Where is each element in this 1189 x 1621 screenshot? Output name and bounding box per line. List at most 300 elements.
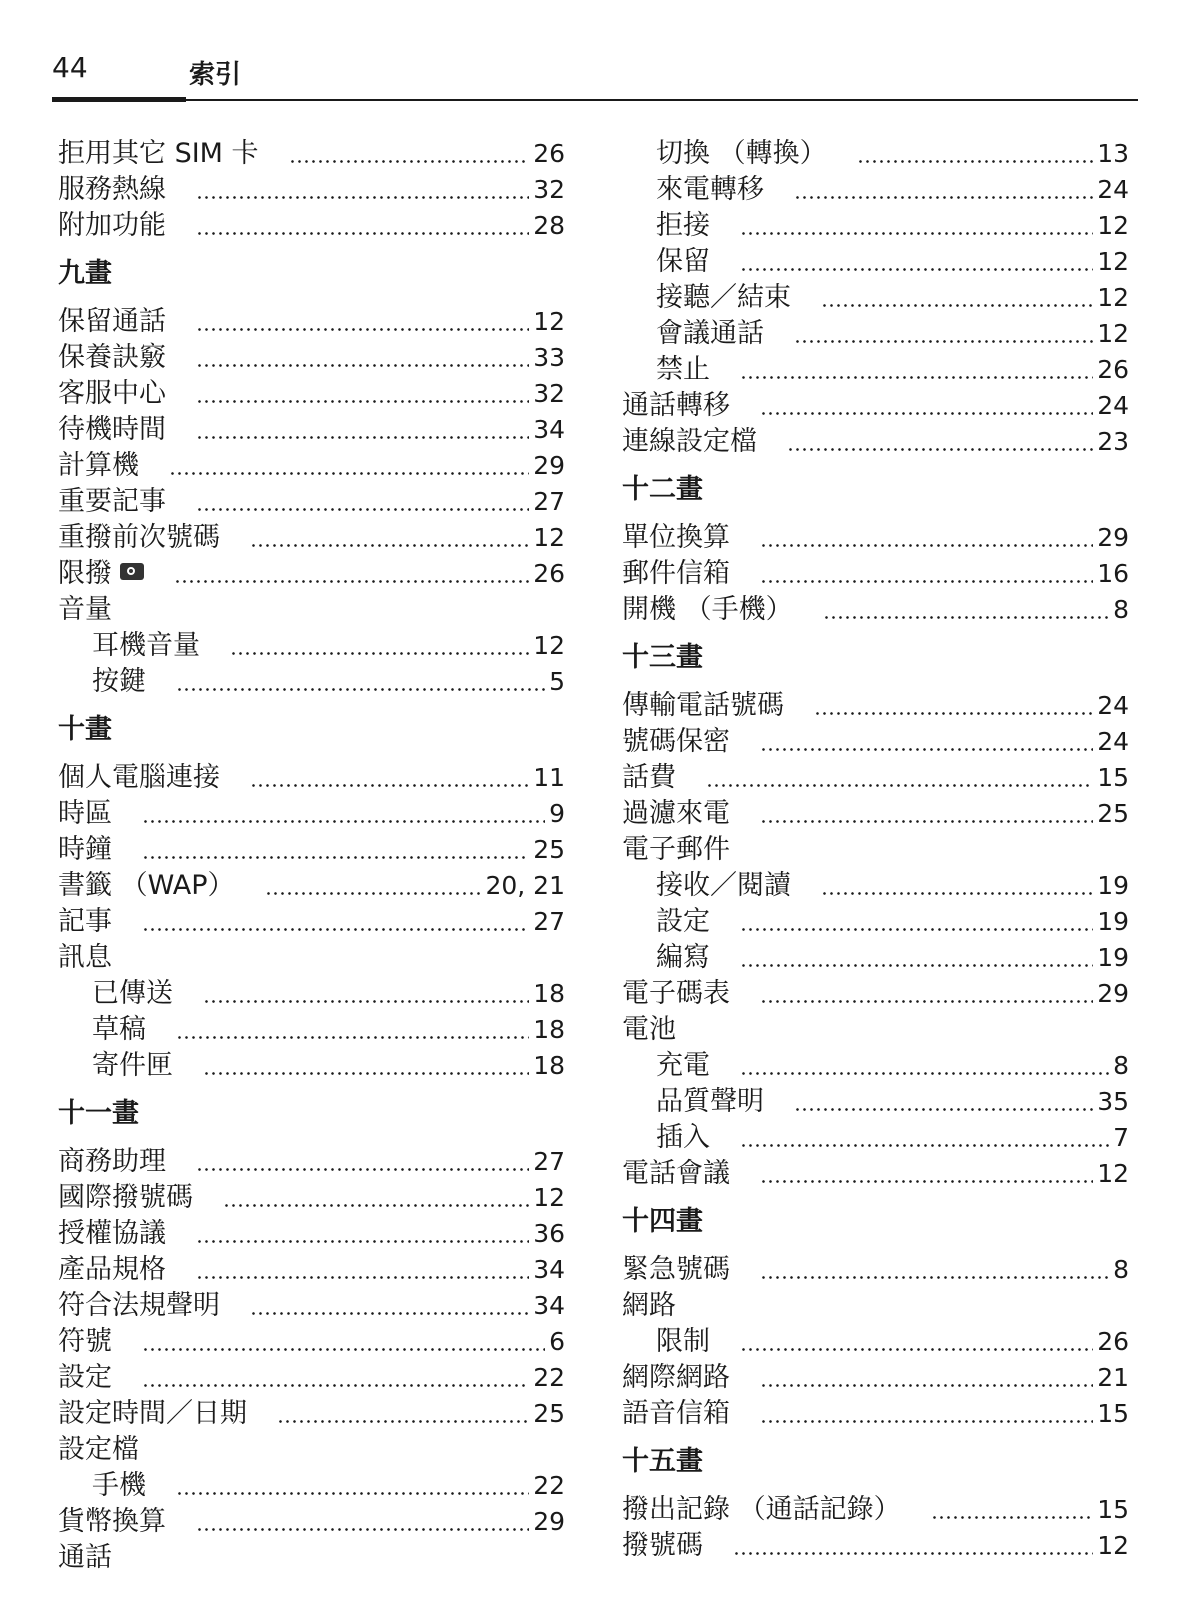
index-term-text: 禁止 [656,354,710,385]
index-term-text: 網路 [622,1290,676,1321]
page-reference: 19 [1097,871,1129,900]
index-term-text: 手機 [92,1470,146,1501]
index-term [58,376,196,412]
page-reference: 34 [533,1255,565,1284]
page-reference: 27 [533,1147,565,1176]
index-term-text: 設定時間／日期 [58,1398,247,1429]
dot-leader [794,340,1093,343]
index-term [58,1504,196,1540]
index-entry [58,868,565,904]
page-reference: 18 [533,1015,565,1044]
index-entry [58,1324,565,1360]
dot-leader [196,1240,529,1243]
page-reference: 29 [1097,979,1129,1008]
dot-leader [794,1108,1093,1111]
page-reference: 22 [533,1471,565,1500]
index-term [622,388,760,424]
index-term [622,724,760,760]
index-term [622,1156,760,1192]
page-reference: 32 [533,175,565,204]
dot-leader [196,400,529,403]
index-term [656,904,740,940]
index-entry [58,412,565,448]
index-entry [622,388,1129,424]
page-reference: 5 [549,667,565,696]
index-term-text: 話費 [622,762,676,793]
index-term-text: 客服中心 [58,378,166,409]
dot-leader [176,1492,529,1495]
page-reference: 29 [533,451,565,480]
stroke-count-heading: 十四畫 [622,1206,703,1237]
index-entry [622,1156,1129,1192]
index-term [622,832,730,868]
index-entry [622,976,1129,1012]
page-reference: 12 [533,631,565,660]
index-entry [58,520,565,556]
index-term-text: 限制 [656,1326,710,1357]
index-term [58,1396,277,1432]
index-entry [622,1252,1129,1288]
index-term-text: 符號 [58,1326,112,1357]
dot-leader [760,544,1093,547]
page-reference: 12 [1097,247,1129,276]
index-term-text: 時鐘 [58,834,112,865]
page-reference: 7 [1113,1123,1129,1152]
index-term [656,940,740,976]
index-term-text: 號碼保密 [622,726,730,757]
index-term-text: 保留通話 [58,306,166,337]
index-term-text: 寄件匣 [92,1050,173,1081]
page-reference: 33 [533,343,565,372]
index-term [622,976,760,1012]
page-reference: 12 [1097,283,1129,312]
dot-leader [169,472,529,475]
dot-leader [196,1528,529,1531]
dot-leader [760,580,1093,583]
dot-leader [740,1144,1109,1147]
index-term-text: 傳輸電話號碼 [622,690,784,721]
index-column-right [622,136,1129,1564]
index-term [656,1324,740,1360]
dot-leader [814,712,1093,715]
dot-leader [740,1348,1093,1351]
index-term [58,1540,112,1576]
index-subentry [58,1468,565,1504]
page-reference: 20, 21 [485,871,565,900]
index-term [92,1048,203,1084]
dot-leader [760,412,1093,415]
page-reference: 12 [533,1183,565,1212]
dot-leader [142,856,529,859]
index-term-text: 耳機音量 [92,630,200,661]
dot-leader [142,928,529,931]
dot-leader [142,1348,545,1351]
index-term [656,868,821,904]
index-term-text: 編寫 [656,942,710,973]
page-reference: 35 [1097,1087,1129,1116]
index-term [656,1084,794,1120]
index-term [92,1468,176,1504]
index-term-text: 重撥前次號碼 [58,522,220,553]
index-term-text: 重要記事 [58,486,166,517]
header-rule-thin [186,99,1138,101]
index-term [92,1012,176,1048]
index-term [656,208,740,244]
index-subentry [622,940,1129,976]
dot-leader [931,1516,1094,1519]
index-entry [58,1180,565,1216]
index-term [58,304,196,340]
page-reference: 9 [549,799,565,828]
index-term [622,1288,676,1324]
index-term-text: 草稿 [92,1014,146,1045]
page-reference: 29 [533,1507,565,1536]
index-entry [622,832,1129,868]
index-entry [58,904,565,940]
dot-leader [740,376,1093,379]
index-term-text: 拒用其它 SIM 卡 [58,138,259,169]
index-term-text: 保養訣竅 [58,342,166,373]
dot-leader [250,784,529,787]
index-entry [58,832,565,868]
page-reference: 8 [1113,595,1129,624]
index-term-text: 按鍵 [92,666,146,697]
page-reference: 25 [533,1399,565,1428]
index-entry [622,724,1129,760]
index-subentry [622,280,1129,316]
index-term [58,1252,196,1288]
index-term [58,556,174,592]
page-reference: 16 [1097,559,1129,588]
index-term-text: 通話 [58,1542,112,1573]
dot-leader [250,1312,529,1315]
index-entry [622,424,1129,460]
page-reference: 18 [533,979,565,1008]
dot-leader [196,328,529,331]
page-reference: 25 [533,835,565,864]
index-term-text: 保留 [656,246,710,277]
dot-leader [196,1168,529,1171]
dot-leader [740,1072,1109,1075]
index-term [656,1120,740,1156]
index-term-text: 訊息 [58,942,112,973]
index-entry [58,172,565,208]
page-reference: 12 [1097,319,1129,348]
restrict-dial-icon [120,563,144,580]
index-term-text: 記事 [58,906,112,937]
index-term-text: 接收／閱讀 [656,870,791,901]
index-term-text: 開機 （手機） [622,594,793,625]
index-term [58,484,196,520]
index-term [58,520,250,556]
index-term-text: 個人電腦連接 [58,762,220,793]
dot-leader [196,1276,529,1279]
index-entry [58,1360,565,1396]
index-entry [622,688,1129,724]
index-term-text: 待機時間 [58,414,166,445]
index-entry [58,760,565,796]
index-term-text: 過濾來電 [622,798,730,829]
dot-leader [196,196,529,199]
index-term-text: 插入 [656,1122,710,1153]
index-term [58,172,196,208]
dot-leader [250,544,529,547]
page-reference: 12 [1097,211,1129,240]
dot-leader [740,928,1093,931]
index-term [58,1288,250,1324]
page-number: 44 [52,51,88,84]
page-reference: 15 [1097,763,1129,792]
index-term [622,520,760,556]
dot-leader [857,160,1094,163]
index-term-text: 品質聲明 [656,1086,764,1117]
index-term [656,244,740,280]
dot-leader [196,364,529,367]
page-header [52,48,1138,104]
index-term [92,628,230,664]
index-entry [622,1492,1129,1528]
index-term [58,1432,139,1468]
index-subentry [622,868,1129,904]
page-reference: 22 [533,1363,565,1392]
index-term-text: 設定 [656,906,710,937]
index-entry [622,556,1129,592]
dot-leader [196,232,529,235]
dot-leader [223,1204,529,1207]
page-reference: 26 [1097,1327,1129,1356]
index-term [92,976,203,1012]
index-entry [58,1540,565,1576]
index-term [58,760,250,796]
index-term-text: 撥號碼 [622,1530,703,1561]
page-reference: 26 [533,139,565,168]
index-subentry [58,1048,565,1084]
index-subentry [58,628,565,664]
dot-leader [740,964,1093,967]
index-entry [622,1528,1129,1564]
index-term [58,832,142,868]
index-term [58,136,289,172]
index-term-text: 授權協議 [58,1218,166,1249]
stroke-count-heading: 十三畫 [622,642,703,673]
index-entry [58,1216,565,1252]
dot-leader [760,1276,1109,1279]
index-term-text: 通話轉移 [622,390,730,421]
index-term [622,688,814,724]
index-term [656,1048,740,1084]
page-reference: 34 [533,1291,565,1320]
stroke-count-heading: 十一畫 [58,1098,139,1129]
page-reference: 18 [533,1051,565,1080]
index-entry [58,136,565,172]
dot-leader [174,580,529,583]
index-entry [58,448,565,484]
dot-leader [265,892,482,895]
stroke-count-heading: 九畫 [58,258,112,289]
index-term [58,940,112,976]
index-term-text: 連線設定檔 [622,426,757,457]
header-rule-thick [52,97,186,102]
dot-leader [794,196,1093,199]
index-term [656,316,794,352]
index-term-text: 商務助理 [58,1146,166,1177]
index-term-text: 符合法規聲明 [58,1290,220,1321]
index-entry [622,520,1129,556]
index-term [622,556,760,592]
index-entry [622,592,1129,628]
index-term [58,1360,142,1396]
index-term-text: 來電轉移 [656,174,764,205]
page-reference: 15 [1097,1495,1129,1524]
index-term [58,904,142,940]
index-term-text: 切換 （轉換） [656,138,827,169]
index-term [58,868,265,904]
index-term [656,280,821,316]
dot-leader [821,304,1093,307]
index-term [58,796,142,832]
page-reference: 28 [533,211,565,240]
dot-leader [787,448,1093,451]
index-entry [58,484,565,520]
index-subentry [622,352,1129,388]
page-reference: 19 [1097,943,1129,972]
dot-leader [706,784,1093,787]
index-subentry [622,172,1129,208]
index-entry [622,1360,1129,1396]
page-reference: 34 [533,415,565,444]
index-entry [58,340,565,376]
dot-leader [760,1420,1093,1423]
page-reference: 27 [533,907,565,936]
dot-leader [760,748,1093,751]
dot-leader [760,820,1093,823]
page-reference: 8 [1113,1255,1129,1284]
dot-leader [196,436,529,439]
index-column-left [58,136,565,1576]
page-reference: 27 [533,487,565,516]
page-reference: 24 [1097,691,1129,720]
index-entry [58,208,565,244]
index-entry [622,1396,1129,1432]
index-term-text: 郵件信箱 [622,558,730,589]
dot-leader [176,688,545,691]
page-reference: 26 [533,559,565,588]
index-term-text: 附加功能 [58,210,166,241]
index-entry [58,1396,565,1432]
index-term [58,340,196,376]
page-reference: 23 [1097,427,1129,456]
index-entry [58,304,565,340]
dot-leader [740,268,1093,271]
index-term [622,1492,931,1528]
index-subentry [58,664,565,700]
index-term [58,412,196,448]
index-term [656,136,857,172]
index-subentry [622,1084,1129,1120]
index-term-text: 書籤 （WAP） [58,870,235,901]
index-entry [58,376,565,412]
index-term-text: 充電 [656,1050,710,1081]
index-term-text: 時區 [58,798,112,829]
index-term [622,424,787,460]
index-term-text: 產品規格 [58,1254,166,1285]
index-term-text: 接聽／結束 [656,282,791,313]
index-entry [58,1504,565,1540]
index-subentry [622,904,1129,940]
index-subentry [622,136,1129,172]
index-entry [622,760,1129,796]
index-term [58,592,112,628]
index-term [58,448,169,484]
index-term [58,1216,196,1252]
page-reference: 36 [533,1219,565,1248]
index-subentry [622,208,1129,244]
dot-leader [203,1000,529,1003]
dot-leader [142,820,545,823]
page-reference: 19 [1097,907,1129,936]
index-term-text: 服務熱線 [58,174,166,205]
index-term [622,1360,760,1396]
index-term-text: 拒接 [656,210,710,241]
index-term-text: 電子郵件 [622,834,730,865]
index-term-text: 會議通話 [656,318,764,349]
index-entry [58,1432,565,1468]
page-reference: 24 [1097,391,1129,420]
page-reference: 15 [1097,1399,1129,1428]
stroke-count-heading: 十二畫 [622,474,703,505]
index-term [656,172,794,208]
dot-leader [823,616,1110,619]
dot-leader [760,1384,1093,1387]
index-term-text: 緊急號碼 [622,1254,730,1285]
page-title: 索引 [189,60,242,90]
page-reference: 12 [533,523,565,552]
index-entry [58,1288,565,1324]
index-term [622,1252,760,1288]
index-subentry [622,1120,1129,1156]
index-entry [622,796,1129,832]
index-subentry [622,1048,1129,1084]
index-term-text: 計算機 [58,450,139,481]
dot-leader [821,892,1093,895]
dot-leader [277,1420,529,1423]
dot-leader [203,1072,529,1075]
index-term-text: 單位換算 [622,522,730,553]
index-term-text: 貨幣換算 [58,1506,166,1537]
index-term [656,352,740,388]
index-term-text: 設定 [58,1362,112,1393]
index-term [622,1396,760,1432]
stroke-count-heading: 十畫 [58,714,112,745]
index-term-text: 限撥 [58,558,112,589]
index-term-text: 國際撥號碼 [58,1182,193,1213]
index-term-text: 網際網路 [622,1362,730,1393]
dot-leader [760,1000,1093,1003]
index-term [622,796,760,832]
page-reference: 24 [1097,175,1129,204]
index-term-text: 撥出記錄 （通話記錄） [622,1494,901,1525]
index-entry [58,940,565,976]
index-subentry [622,244,1129,280]
index-term [58,1180,223,1216]
index-term-text: 電子碼表 [622,978,730,1009]
index-subentry [622,1324,1129,1360]
page-reference: 21 [1097,1363,1129,1392]
page-reference: 32 [533,379,565,408]
index-entry [58,556,565,592]
page-reference: 29 [1097,523,1129,552]
dot-leader [733,1552,1093,1555]
